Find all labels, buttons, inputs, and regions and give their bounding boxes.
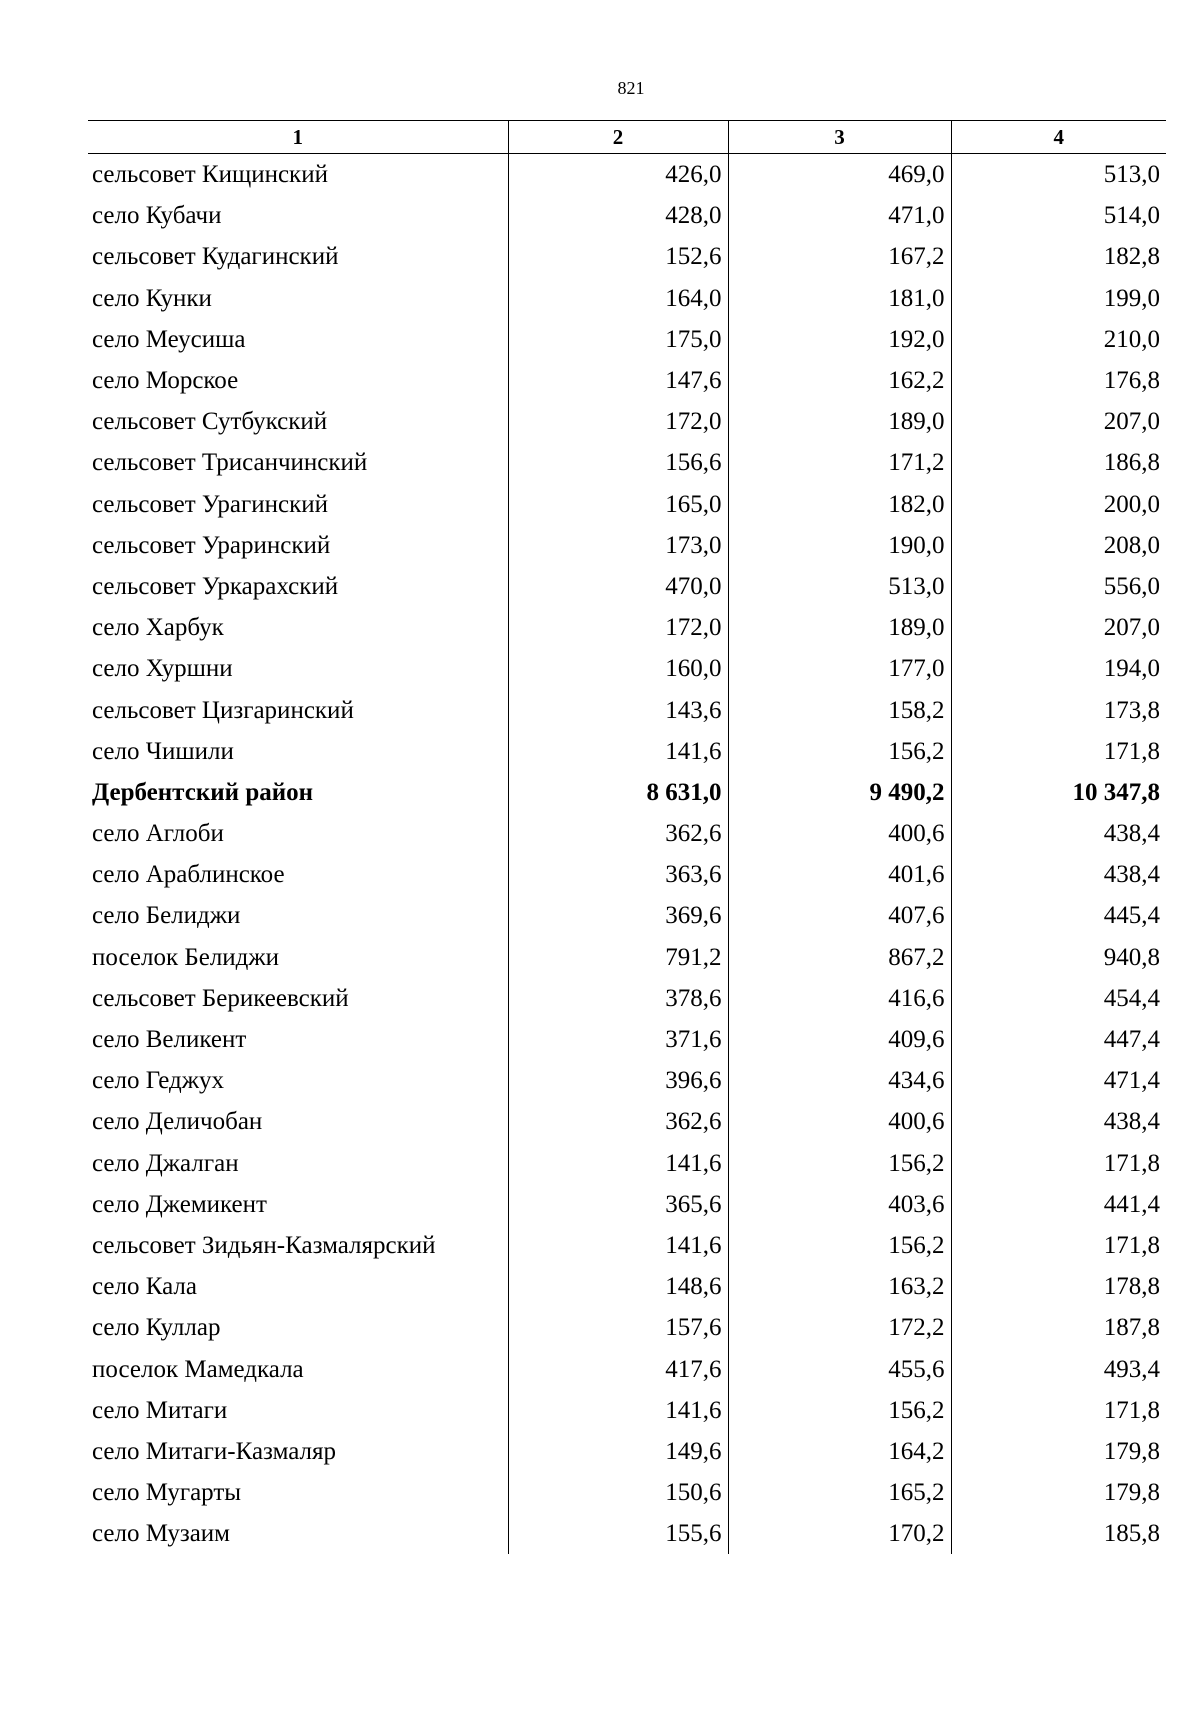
row-value-col4: 182,8 <box>951 236 1166 277</box>
table-row <box>88 1060 1166 1101</box>
row-name-cell: сельсовет Кищинский <box>92 161 328 189</box>
table-row <box>88 154 1166 196</box>
row-value-col4: 940,8 <box>951 937 1166 978</box>
table-row <box>88 401 1166 442</box>
table-row <box>88 195 1166 236</box>
row-value-col2: 369,6 <box>508 895 728 936</box>
row-value-col4: 207,0 <box>951 607 1166 648</box>
row-value-col3: 170,2 <box>728 1513 951 1554</box>
row-value-col4: 171,8 <box>951 1143 1166 1184</box>
table-row <box>88 1266 1166 1307</box>
row-value-col2: 141,6 <box>508 1225 728 1266</box>
row-value-col3: 189,0 <box>728 607 951 648</box>
row-value-col4: 208,0 <box>951 525 1166 566</box>
row-value-col3: 156,2 <box>728 1390 951 1431</box>
row-value-col3: 400,6 <box>728 1101 951 1142</box>
row-value-col3: 513,0 <box>728 566 951 607</box>
row-value-col4: 171,8 <box>951 731 1166 772</box>
column-header-3: 3 <box>728 121 951 154</box>
row-value-col2: 362,6 <box>508 813 728 854</box>
row-value-col3: 181,0 <box>728 278 951 319</box>
row-name-cell: сельсовет Урагинский <box>92 490 329 518</box>
row-value-col2: 141,6 <box>508 1390 728 1431</box>
table-row <box>88 1143 1166 1184</box>
row-value-col3: 416,6 <box>728 978 951 1019</box>
table-row <box>88 607 1166 648</box>
row-name-cell: село Митаги-Казмаляр <box>92 1437 337 1465</box>
row-value-col2: 141,6 <box>508 1143 728 1184</box>
row-value-col3: 177,0 <box>728 648 951 689</box>
row-value-col2: 149,6 <box>508 1431 728 1472</box>
row-name-cell: село Араблинское <box>92 861 285 889</box>
row-name-cell: сельсовет Уркарахский <box>92 572 339 600</box>
row-value-col2: 150,6 <box>508 1472 728 1513</box>
row-value-col3: 407,6 <box>728 895 951 936</box>
row-value-col3: 156,2 <box>728 1225 951 1266</box>
row-value-col3: 156,2 <box>728 1143 951 1184</box>
table-row <box>88 854 1166 895</box>
row-value-col2: 157,6 <box>508 1307 728 1348</box>
row-value-col4: 471,4 <box>951 1060 1166 1101</box>
table-row <box>88 689 1166 730</box>
row-value-col4: 438,4 <box>951 813 1166 854</box>
table-row <box>88 566 1166 607</box>
row-value-col4: 173,8 <box>951 689 1166 730</box>
row-name-cell: село Хуршни <box>92 655 233 683</box>
row-name-cell: поселок Мамедкала <box>92 1355 304 1383</box>
row-name-cell: село Кунки <box>92 284 212 312</box>
row-name-cell: село Великент <box>92 1026 247 1054</box>
table-row <box>88 1390 1166 1431</box>
row-value-col3: 190,0 <box>728 525 951 566</box>
column-header-1: 1 <box>88 121 508 154</box>
row-name-cell: село Джалган <box>92 1149 239 1177</box>
table-row <box>88 1101 1166 1142</box>
row-name-cell: село Митаги <box>92 1396 228 1424</box>
row-value-col3: 9 490,2 <box>728 772 951 813</box>
row-value-col2: 156,6 <box>508 442 728 483</box>
row-value-col2: 172,0 <box>508 607 728 648</box>
row-value-col2: 365,6 <box>508 1184 728 1225</box>
row-value-col4: 185,8 <box>951 1513 1166 1554</box>
row-value-col2: 791,2 <box>508 937 728 978</box>
row-value-col3: 471,0 <box>728 195 951 236</box>
table-row <box>88 319 1166 360</box>
row-value-col4: 513,0 <box>951 154 1166 196</box>
data-table <box>88 121 1166 1554</box>
row-value-col4: 187,8 <box>951 1307 1166 1348</box>
table-row <box>88 278 1166 319</box>
row-value-col2: 143,6 <box>508 689 728 730</box>
row-value-col2: 155,6 <box>508 1513 728 1554</box>
row-value-col2: 148,6 <box>508 1266 728 1307</box>
table-header-row <box>88 121 1166 154</box>
table-row <box>88 1472 1166 1513</box>
row-value-col3: 192,0 <box>728 319 951 360</box>
row-value-col2: 426,0 <box>508 154 728 196</box>
row-value-col4: 447,4 <box>951 1019 1166 1060</box>
row-value-col2: 141,6 <box>508 731 728 772</box>
row-value-col4: 493,4 <box>951 1348 1166 1389</box>
row-value-col2: 417,6 <box>508 1348 728 1389</box>
table-row <box>88 895 1166 936</box>
row-value-col3: 162,2 <box>728 360 951 401</box>
row-value-col4: 200,0 <box>951 484 1166 525</box>
table-row <box>88 1513 1166 1554</box>
row-name-cell: сельсовет Цизгаринский <box>92 696 354 724</box>
row-value-col2: 396,6 <box>508 1060 728 1101</box>
row-value-col2: 378,6 <box>508 978 728 1019</box>
row-value-col2: 175,0 <box>508 319 728 360</box>
row-value-col4: 438,4 <box>951 1101 1166 1142</box>
row-name-cell: село Геджух <box>92 1067 225 1095</box>
row-value-col3: 167,2 <box>728 236 951 277</box>
row-value-col2: 470,0 <box>508 566 728 607</box>
row-value-col2: 8 631,0 <box>508 772 728 813</box>
row-name-cell: село Куллар <box>92 1314 221 1342</box>
row-name-cell: село Чишили <box>92 737 234 765</box>
table-row <box>88 442 1166 483</box>
row-name-cell: село Аглоби <box>92 820 224 848</box>
table-row <box>88 978 1166 1019</box>
row-value-col3: 165,2 <box>728 1472 951 1513</box>
table-row <box>88 1019 1166 1060</box>
row-name-cell: село Белиджи <box>92 902 241 930</box>
row-value-col4: 454,4 <box>951 978 1166 1019</box>
row-value-col3: 434,6 <box>728 1060 951 1101</box>
row-name-cell: сельсовет Ураринский <box>92 531 331 559</box>
row-value-col3: 867,2 <box>728 937 951 978</box>
row-value-col3: 401,6 <box>728 854 951 895</box>
table-row <box>88 1348 1166 1389</box>
row-value-col2: 428,0 <box>508 195 728 236</box>
row-value-col4: 210,0 <box>951 319 1166 360</box>
row-name-cell: село Джемикент <box>92 1190 267 1218</box>
row-value-col4: 438,4 <box>951 854 1166 895</box>
row-value-col3: 189,0 <box>728 401 951 442</box>
row-name-cell: село Морское <box>92 367 239 395</box>
row-value-col2: 362,6 <box>508 1101 728 1142</box>
row-value-col3: 172,2 <box>728 1307 951 1348</box>
row-value-col2: 164,0 <box>508 278 728 319</box>
table-row <box>88 236 1166 277</box>
row-name-cell: село Деличобан <box>92 1108 263 1136</box>
row-value-col4: 171,8 <box>951 1225 1166 1266</box>
row-value-col2: 371,6 <box>508 1019 728 1060</box>
table-row <box>88 1307 1166 1348</box>
table-row <box>88 484 1166 525</box>
row-value-col2: 172,0 <box>508 401 728 442</box>
table-row <box>88 1431 1166 1472</box>
column-header-4: 4 <box>951 121 1166 154</box>
row-value-col4: 176,8 <box>951 360 1166 401</box>
row-name-cell: село Меусиша <box>92 325 246 353</box>
row-value-col3: 403,6 <box>728 1184 951 1225</box>
page-number: 821 <box>617 78 645 98</box>
row-value-col3: 182,0 <box>728 484 951 525</box>
row-value-col3: 400,6 <box>728 813 951 854</box>
row-value-col4: 207,0 <box>951 401 1166 442</box>
row-value-col4: 441,4 <box>951 1184 1166 1225</box>
table-row <box>88 1225 1166 1266</box>
table-row <box>88 360 1166 401</box>
row-value-col2: 165,0 <box>508 484 728 525</box>
table-row-district-total <box>88 772 1166 813</box>
column-header-2: 2 <box>508 121 728 154</box>
row-value-col2: 152,6 <box>508 236 728 277</box>
row-value-col2: 160,0 <box>508 648 728 689</box>
table-row <box>88 525 1166 566</box>
row-value-col3: 469,0 <box>728 154 951 196</box>
row-value-col3: 171,2 <box>728 442 951 483</box>
row-name-cell: село Кала <box>92 1273 197 1301</box>
row-name-cell: сельсовет Берикеевский <box>92 984 349 1012</box>
row-name-cell: село Музаим <box>92 1520 231 1548</box>
row-name-cell: Дербентский район <box>92 778 314 806</box>
row-value-col4: 556,0 <box>951 566 1166 607</box>
row-value-col4: 178,8 <box>951 1266 1166 1307</box>
row-name-cell: село Мугарты <box>92 1479 242 1507</box>
row-value-col4: 171,8 <box>951 1390 1166 1431</box>
row-name-cell: поселок Белиджи <box>92 943 280 971</box>
table-row <box>88 648 1166 689</box>
table-row <box>88 731 1166 772</box>
row-value-col3: 409,6 <box>728 1019 951 1060</box>
row-value-col2: 147,6 <box>508 360 728 401</box>
row-name-cell: село Харбук <box>92 614 224 642</box>
table-row <box>88 937 1166 978</box>
row-value-col3: 156,2 <box>728 731 951 772</box>
row-name-cell: сельсовет Зидьян-Казмалярский <box>92 1231 436 1259</box>
row-value-col2: 173,0 <box>508 525 728 566</box>
row-value-col4: 514,0 <box>951 195 1166 236</box>
row-value-col4: 179,8 <box>951 1472 1166 1513</box>
table-body <box>88 154 1166 1555</box>
row-value-col4: 199,0 <box>951 278 1166 319</box>
row-value-col2: 363,6 <box>508 854 728 895</box>
row-value-col3: 164,2 <box>728 1431 951 1472</box>
row-value-col4: 445,4 <box>951 895 1166 936</box>
row-value-col3: 158,2 <box>728 689 951 730</box>
row-value-col4: 186,8 <box>951 442 1166 483</box>
row-name-cell: сельсовет Трисанчинский <box>92 449 368 477</box>
table-row <box>88 813 1166 854</box>
table-row <box>88 1184 1166 1225</box>
row-value-col4: 194,0 <box>951 648 1166 689</box>
row-value-col4: 10 347,8 <box>951 772 1166 813</box>
row-name-cell: сельсовет Кудагинский <box>92 243 339 271</box>
row-name-cell: сельсовет Сутбукский <box>92 408 328 436</box>
row-value-col4: 179,8 <box>951 1431 1166 1472</box>
row-value-col3: 455,6 <box>728 1348 951 1389</box>
row-value-col3: 163,2 <box>728 1266 951 1307</box>
row-name-cell: село Кубачи <box>92 202 222 230</box>
